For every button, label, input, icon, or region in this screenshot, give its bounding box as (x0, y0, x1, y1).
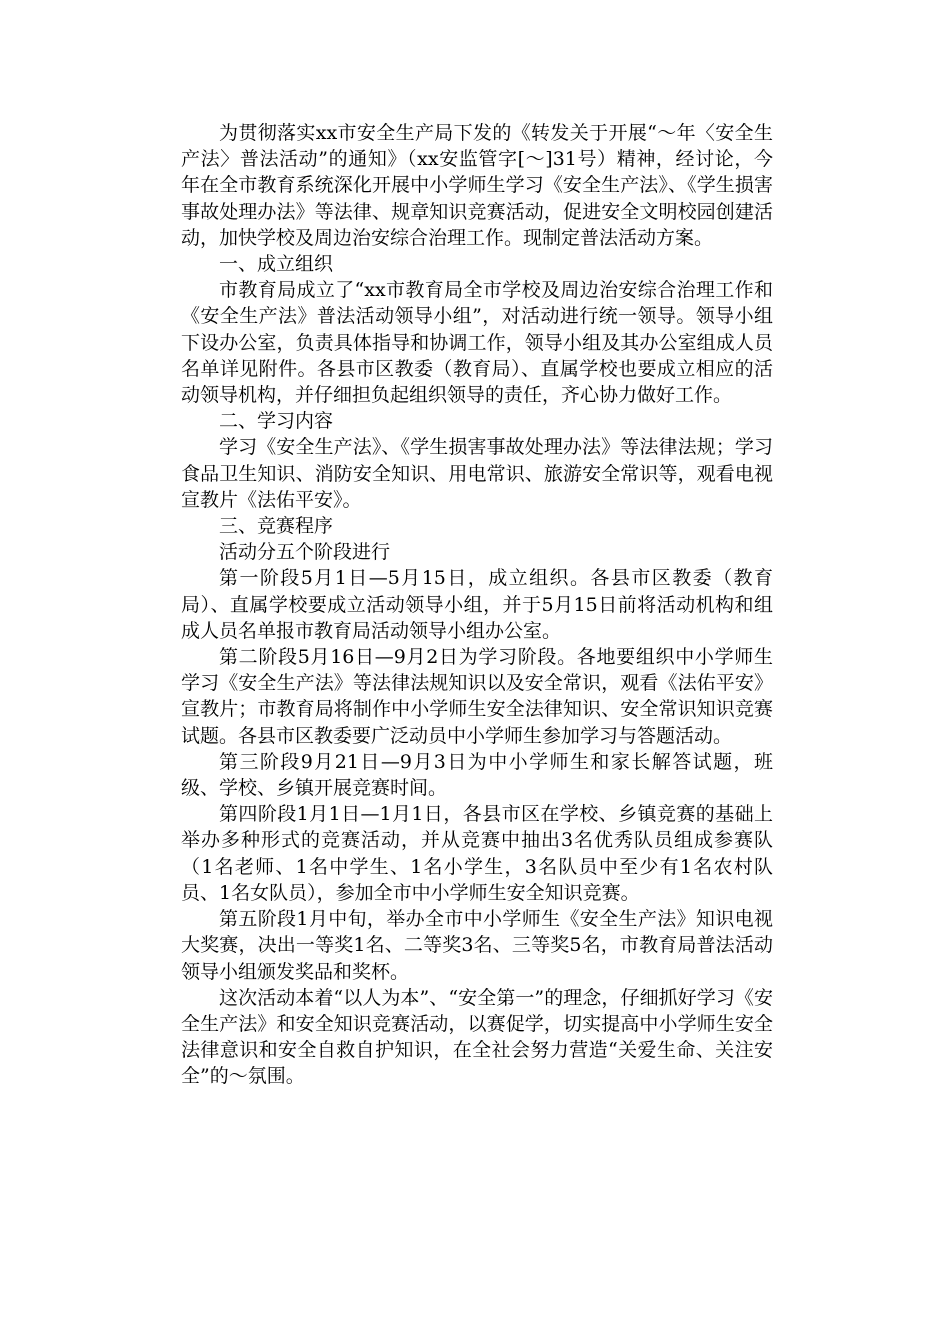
closing-paragraph: 这次活动本着“以人为本”、“安全第一”的理念，仔细抓好学习《安全生产法》和安全知识竞赛活动，以赛促学，切实提高中小学师生安全法律意识和安全自救自护知识，在全社会努力营造“关爱生命、关注安全”的～氛围。 (181, 986, 773, 1088)
stage-two-paragraph: 第二阶段5月16日—9月2日为学习阶段。各地要组织中小学师生学习《安全生产法》等法律法规知识以及安全常识，观看《法佑平安》宣教片；市教育局将制作中小学师生安全法律知识、安全常识知识竞赛试题。各县市区教委要广泛动员中小学师生参加学习与答题活动。 (181, 646, 773, 747)
stage-three-paragraph: 第三阶段9月21日—9月3日为中小学师生和家长解答试题，班级、学校、乡镇开展竞赛时间。 (181, 750, 773, 800)
content-paragraph: 学习《安全生产法》、《学生损害事故处理办法》等法律法规；学习食品卫生知识、消防安全知识、用电常识、旅游安全常识等，观看电视宣教片《法佑平安》。 (181, 436, 773, 511)
organization-paragraph: 市教育局成立了“xx市教育局全市学校及周边治安综合治理工作和《安全生产法》普法活动领导小组”，对活动进行统一领导。领导小组下设办公室，负责具体指导和协调工作，领导小组及其办公室组成人员名单详见附件。各县市区教委（教育局）、直属学校也要成立相应的活动领导机构，并仔细担负起组织领导的责任，齐心协力做好工作。 (181, 279, 773, 407)
stage-one-paragraph: 第一阶段5月1日—5月15日，成立组织。各县市区教委（教育局）、直属学校要成立活动领导小组，并于5月15日前将活动机构和组成人员名单报市教育局活动领导小组办公室。 (181, 567, 773, 642)
intro-paragraph: 为贯彻落实xx市安全生产局下发的《转发关于开展“～年〈安全生产法〉普法活动”的通知》（xx安监管字[～]31号）精神，经讨论，今年在全市教育系统深化开展中小学师生学习《安全生产法》、《学生损害事故处理办法》等法律、规章知识竞赛活动，促进安全文明校园创建活动，加快学校及周边治安综合治理工作。现制定普法活动方案。 (181, 122, 773, 249)
section-heading-content: 二、学习内容 (219, 410, 334, 433)
stage-four-paragraph: 第四阶段1月1日—1月1日，各县市区在学校、乡镇竞赛的基础上举办多种形式的竞赛活动，并从竞赛中抽出3名优秀队员组成参赛队（1名老师、1名中学生、1名小学生，3名队员中至少有1名农村队员、1名女队员），参加全市中小学师生安全知识竞赛。 (181, 803, 773, 904)
stages-intro: 活动分五个阶段进行 (219, 541, 391, 564)
section-heading-procedure: 三、竞赛程序 (219, 515, 334, 538)
section-heading-organization: 一、成立组织 (219, 253, 334, 276)
stage-five-paragraph: 第五阶段1月中旬，举办全市中小学师生《安全生产法》知识电视大奖赛，决出一等奖1名、二等奖3名、三等奖5名，市教育局普法活动领导小组颁发奖品和奖杯。 (181, 908, 773, 983)
document-body (181, 120, 773, 1090)
